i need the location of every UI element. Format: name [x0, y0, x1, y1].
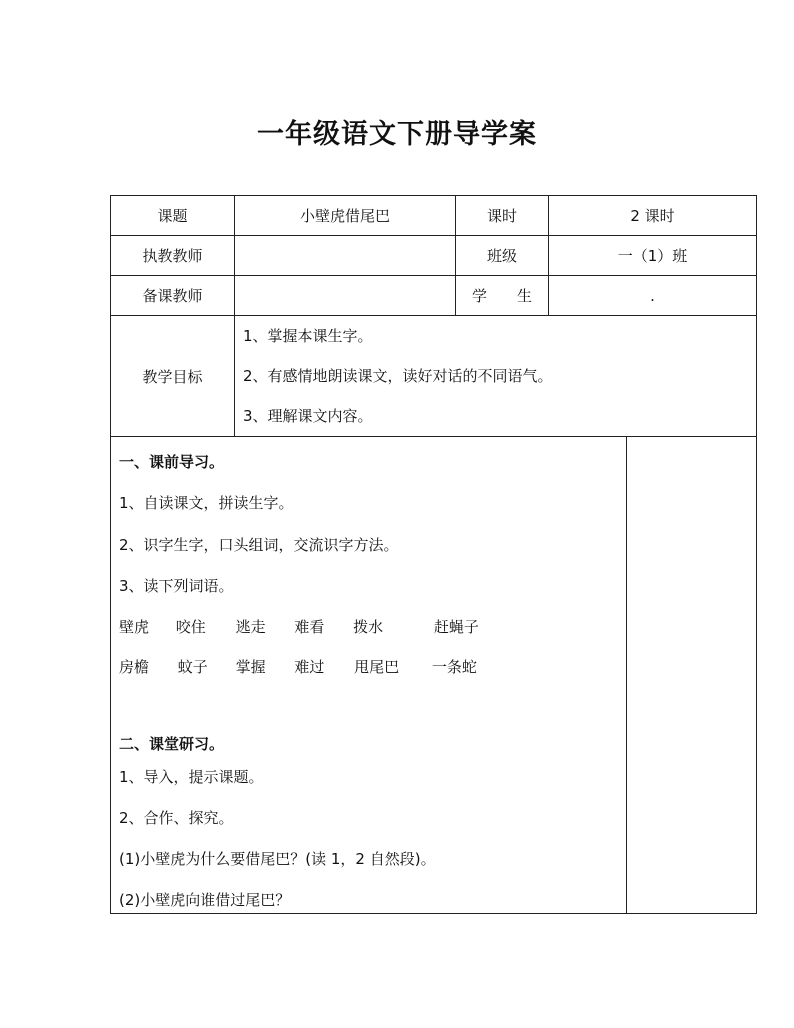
topic-label: 课题	[111, 196, 235, 236]
class-label: 班级	[456, 236, 549, 276]
section1-line: 1、自读课文，拼读生字。	[119, 494, 294, 512]
page-title: 一年级语文下册导学案	[257, 119, 537, 150]
student-label: 学 生	[456, 276, 549, 316]
table-row	[111, 236, 757, 276]
prep-teacher-value	[235, 276, 456, 316]
word-list-row	[119, 656, 477, 677]
table-row	[111, 437, 757, 914]
hours-value: 2 课时	[549, 196, 757, 236]
goals-content	[235, 316, 757, 437]
class-value: 一（1）班	[549, 236, 757, 276]
teacher-value	[235, 236, 456, 276]
hours-label: 课时	[456, 196, 549, 236]
word: 甩尾巴	[354, 658, 400, 676]
section1-heading: 一、课前导习。	[119, 453, 225, 471]
prep-teacher-label: 备课教师	[111, 276, 235, 316]
notes-column	[627, 437, 757, 914]
goal-item: 2、有感情地朗读课文，读好对话的不同语气。	[243, 367, 553, 385]
study-content	[111, 437, 627, 914]
word: 逃走	[235, 618, 266, 636]
section1-line: 3、读下列词语。	[119, 577, 234, 595]
word: 难看	[294, 618, 325, 636]
word: 一条蛇	[431, 658, 477, 676]
word: 难过	[294, 658, 325, 676]
goal-item: 1、掌握本课生字。	[243, 327, 373, 345]
word: 拨水	[353, 618, 384, 636]
section1-line: 2、识字生字，口头组词，交流识字方法。	[119, 536, 399, 554]
student-value: .	[549, 276, 757, 316]
table-row	[111, 196, 757, 236]
teacher-label: 执教教师	[111, 236, 235, 276]
section2-line: 2、合作、探究。	[119, 809, 234, 827]
word: 房檐	[119, 658, 150, 676]
word: 掌握	[235, 658, 266, 676]
word-list-row	[119, 616, 479, 637]
word: 壁虎	[119, 618, 150, 636]
word: 赶蝇子	[433, 618, 479, 636]
goal-item: 3、理解课文内容。	[243, 407, 373, 425]
table-row	[111, 316, 757, 437]
topic-value: 小壁虎借尾巴	[235, 196, 456, 236]
section2-line: (2)小壁虎向谁借过尾巴？	[119, 891, 291, 909]
goals-label: 教学目标	[111, 316, 235, 437]
table-row	[111, 276, 757, 316]
word: 咬住	[175, 618, 206, 636]
lesson-plan-table	[110, 195, 757, 914]
section2-heading: 二、课堂研习。	[119, 735, 225, 753]
word: 蚊子	[177, 658, 208, 676]
section2-line: (1)小壁虎为什么要借尾巴？(读 1，2 自然段)。	[119, 850, 436, 868]
section2-line: 1、导入，提示课题。	[119, 768, 264, 786]
